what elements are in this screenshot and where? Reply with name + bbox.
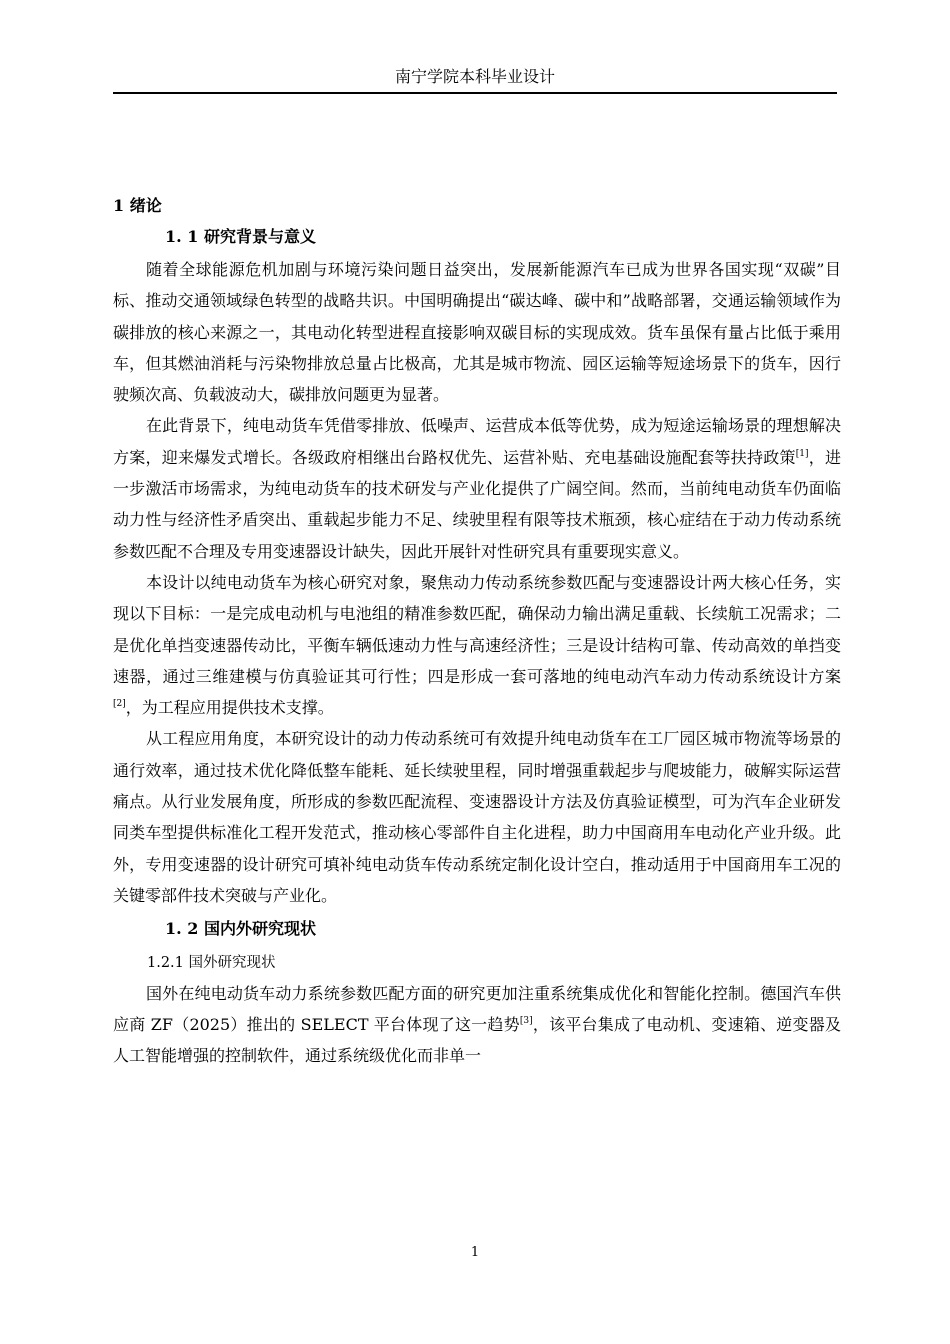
section-title-1-1: 1. 1 研究背景与意义	[165, 227, 316, 246]
paragraph-text: ，为工程应用提供技术支撑。	[125, 698, 334, 718]
citation-ref: [3]	[519, 1015, 533, 1026]
section-title-1-2: 1. 2 国内外研究现状	[165, 919, 316, 939]
page-footer	[0, 1243, 950, 1263]
citation-ref: [1]	[795, 448, 809, 459]
paragraph	[113, 979, 841, 1071]
subsection-title-1-2-1: 1.2.1 国外研究现状	[147, 955, 276, 972]
chapter-title: 1 绪论	[113, 196, 162, 215]
paragraph-text: 国外在纯电动货车动力系统参数匹配方面的研究更加注重系统集成优化和智能化控制。德国汽车供应商 ZF（2025）推出的 SELECT 平台体现了这一趋势	[113, 984, 841, 1034]
paragraph-text: ，该平台集成了电动机、变速箱、逆变器及人工智能增强的控制软件，通过系统级优化而非单一	[113, 1014, 841, 1065]
paragraph-text: 本设计以纯电动货车为核心研究对象，聚焦动力传动系统参数匹配与变速器设计两大核心任务，实现以下目标：一是完成电动机与电池组的精准参数匹配，确保动力输出满足重载、长续航工况需求；二是优化单挡变速器传动比，平衡车辆低速动力性与高速经济性；三是设计结构可靠、传动高效的单挡变速器，通过三维建模与仿真验证其可行性；四是形成一套可落地的纯电动汽车动力传动系统设计方案	[113, 572, 841, 686]
paragraph	[113, 567, 841, 723]
document-body	[113, 192, 841, 1071]
paragraph-text: ，进一步激活市场需求，为纯电动货车的技术研发与产业化提供了广阔空间。然而，当前纯电动货车仍面临动力性与经济性矛盾突出、重载起步能力不足、续驶里程有限等技术瓶颈，核心症结在于动力传动系统参数匹配不合理及专用变速器设计缺失，因此开展针对性研究具有重要现实意义。	[113, 447, 841, 561]
paragraph	[113, 410, 841, 566]
paragraph: 从工程应用角度，本研究设计的动力传动系统可有效提升纯电动货车在工厂园区城市物流等场景的通行效率，通过技术优化降低整车能耗、延长续驶里程，同时增强重载起步与爬坡能力，破解实际运营痛点。从行业发展角度，所形成的参数匹配流程、变速器设计方法及仿真验证模型，可为汽车企业研发同类车型提供标准化工程开发范式，推动核心零部件自主化进程，助力中国商用车电动化产业升级。此外，专用变速器的设计研究可填补纯电动货车传动系统定制化设计空白，推动适用于中国商用车工况的关键零部件技术突破与产业化。	[113, 729, 841, 905]
page-header	[113, 62, 837, 94]
paragraph: 随着全球能源危机加剧与环境污染问题日益突出，发展新能源汽车已成为世界各国实现“双碳”目标、推动交通领域绿色转型的战略共识。中国明确提出“碳达峰、碳中和”战略部署，交通运输领域作为碳排放的核心来源之一，其电动化转型进程直接影响双碳目标的实现成效。货车虽保有量占比低于乘用车，但其燃油消耗与污染物排放总量占比极高，尤其是城市物流、园区运输等短途场景下的货车，因行驶频次高、负载波动大，碳排放问题更为显著。	[113, 260, 841, 405]
paragraph-text: 在此背景下，纯电动货车凭借零排放、低噪声、运营成本低等优势，成为短途运输场景的理想解决方案，迎来爆发式增长。各级政府相继出台路权优先、运营补贴、充电基础设施配套等扶持政策	[113, 416, 841, 467]
page-number: 1	[470, 1245, 480, 1260]
citation-ref: [2]	[113, 699, 126, 710]
header-title: 南宁学院本科毕业设计	[394, 67, 555, 86]
